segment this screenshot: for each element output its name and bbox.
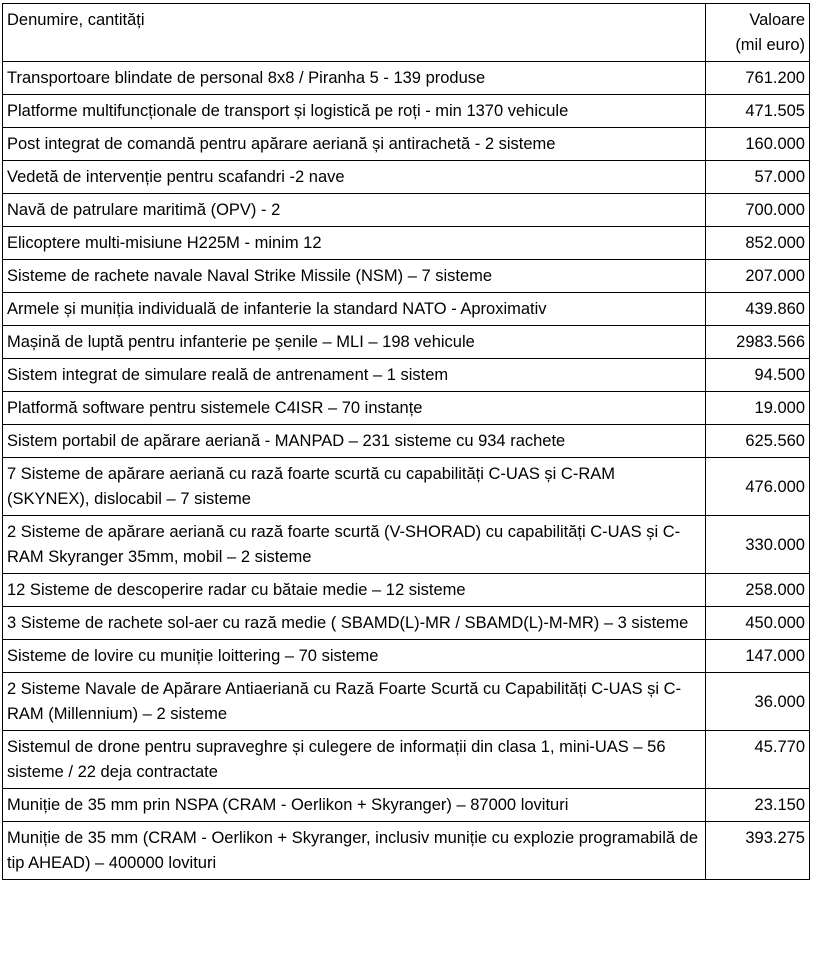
- item-name: Sistemul de drone pentru supraveghre și culegere de informații din clasa 1, mini-UAS – 56 sisteme / 22 deja contractate: [3, 731, 706, 789]
- item-value: 19.000: [706, 392, 810, 425]
- item-value: 439.860: [706, 293, 810, 326]
- table-row: [3, 326, 810, 359]
- item-value: 23.150: [706, 789, 810, 822]
- item-name: Navă de patrulare maritimă (OPV) - 2: [3, 194, 706, 227]
- table-row: [3, 789, 810, 822]
- item-value: 57.000: [706, 161, 810, 194]
- item-name: 2 Sisteme de apărare aeriană cu rază foarte scurtă (V-SHORAD) cu capabilități C-UAS și C-RAM Skyranger 35mm, mobil – 2 sisteme: [3, 516, 706, 574]
- table-row: [3, 458, 810, 516]
- value-column-header: [706, 4, 810, 62]
- name-column-header: Denumire, cantități: [3, 4, 706, 62]
- table-row: [3, 227, 810, 260]
- table-row: [3, 359, 810, 392]
- item-value: 160.000: [706, 128, 810, 161]
- item-value: 700.000: [706, 194, 810, 227]
- item-value: 94.500: [706, 359, 810, 392]
- table-row: [3, 822, 810, 880]
- table-row: [3, 425, 810, 458]
- item-name: Transportoare blindate de personal 8x8 / Piranha 5 - 139 produse: [3, 62, 706, 95]
- table-row: [3, 95, 810, 128]
- item-value: 471.505: [706, 95, 810, 128]
- item-value: 330.000: [706, 516, 810, 574]
- procurement-table: [2, 3, 810, 880]
- value-header-line2: (mil euro): [735, 36, 805, 54]
- item-name: Sistem integrat de simulare reală de antrenament – 1 sistem: [3, 359, 706, 392]
- item-name: Elicoptere multi-misiune H225M - minim 12: [3, 227, 706, 260]
- item-value: 207.000: [706, 260, 810, 293]
- item-name: Muniție de 35 mm (CRAM - Oerlikon + Skyranger, inclusiv muniție cu explozie programabilă de tip AHEAD) – 400000 lovituri: [3, 822, 706, 880]
- item-name: Muniție de 35 mm prin NSPA (CRAM - Oerlikon + Skyranger) – 87000 lovituri: [3, 789, 706, 822]
- table-row: [3, 194, 810, 227]
- table-row: [3, 128, 810, 161]
- item-value: 36.000: [706, 673, 810, 731]
- item-name: Armele și muniția individuală de infanterie la standard NATO - Aproximativ: [3, 293, 706, 326]
- item-value: 45.770: [706, 731, 810, 789]
- item-name: 2 Sisteme Navale de Apărare Antiaeriană cu Rază Foarte Scurtă cu Capabilități C-UAS și C-RAM (Millennium) – 2 sisteme: [3, 673, 706, 731]
- item-value: 852.000: [706, 227, 810, 260]
- table-row: [3, 731, 810, 789]
- item-name: Platformă software pentru sistemele C4ISR – 70 instanțe: [3, 392, 706, 425]
- item-value: 761.200: [706, 62, 810, 95]
- item-name: Platforme multifuncționale de transport și logistică pe roți - min 1370 vehicule: [3, 95, 706, 128]
- item-name: 3 Sisteme de rachete sol-aer cu rază medie ( SBAMD(L)-MR / SBAMD(L)-M-MR) – 3 sisteme: [3, 607, 706, 640]
- item-value: 476.000: [706, 458, 810, 516]
- table-row: [3, 607, 810, 640]
- item-name: 7 Sisteme de apărare aeriană cu rază foarte scurtă cu capabilități C-UAS și C-RAM (SKYNEX), dislocabil – 7 sisteme: [3, 458, 706, 516]
- header-row: [3, 4, 810, 62]
- table-row: [3, 673, 810, 731]
- table-row: [3, 574, 810, 607]
- item-name: Post integrat de comandă pentru apărare aeriană și antirachetă - 2 sisteme: [3, 128, 706, 161]
- table-row: [3, 260, 810, 293]
- table-row: [3, 392, 810, 425]
- table-row: [3, 161, 810, 194]
- table-row: [3, 62, 810, 95]
- table-row: [3, 293, 810, 326]
- item-value: 258.000: [706, 574, 810, 607]
- item-name: Sistem portabil de apărare aeriană - MANPAD – 231 sisteme cu 934 rachete: [3, 425, 706, 458]
- item-value: 393.275: [706, 822, 810, 880]
- item-value: 147.000: [706, 640, 810, 673]
- item-name: Sisteme de lovire cu muniție loittering – 70 sisteme: [3, 640, 706, 673]
- table-row: [3, 640, 810, 673]
- item-name: Vedetă de intervenție pentru scafandri -2 nave: [3, 161, 706, 194]
- item-value: 450.000: [706, 607, 810, 640]
- value-header-line1: Valoare: [749, 11, 805, 29]
- item-value: 625.560: [706, 425, 810, 458]
- item-name: Sisteme de rachete navale Naval Strike Missile (NSM) – 7 sisteme: [3, 260, 706, 293]
- item-value: 2983.566: [706, 326, 810, 359]
- item-name: 12 Sisteme de descoperire radar cu bătaie medie – 12 sisteme: [3, 574, 706, 607]
- item-name: Mașină de luptă pentru infanterie pe șenile – MLI – 198 vehicule: [3, 326, 706, 359]
- table-row: [3, 516, 810, 574]
